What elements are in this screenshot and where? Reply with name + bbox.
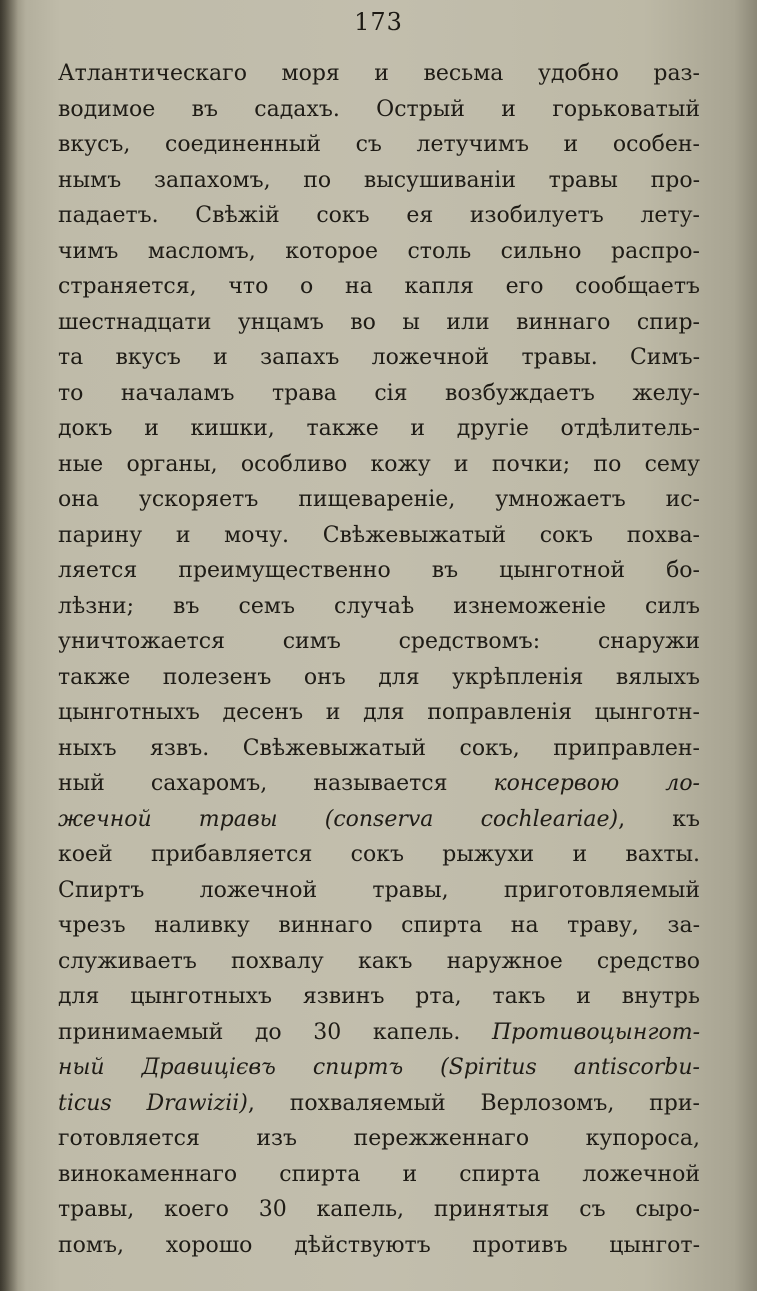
- text-segment: , къ: [618, 806, 700, 832]
- text-segment: водимое въ садахъ. Острый и горьковатый: [58, 96, 700, 122]
- text-segment: вкусъ, соединенный съ летучимъ и особен-: [58, 132, 700, 157]
- text-segment: ный сахаромъ, называется: [58, 771, 494, 796]
- spine-shadow: [0, 0, 18, 1291]
- text-line: [58, 305, 700, 341]
- text-line: [58, 1086, 700, 1122]
- text-segment: готовляется изъ пережженнаго купороса,: [58, 1126, 700, 1151]
- text-line: [58, 553, 700, 589]
- text-segment: коей прибавляется сокъ рыжухи и вахты.: [58, 842, 700, 867]
- text-line: [58, 908, 700, 944]
- text-line: [58, 340, 700, 376]
- text-segment: помъ, хорошо дѣйствуютъ противъ цынгот-: [58, 1232, 700, 1258]
- text-segment: Атлантическаго моря и весьма удобно раз-: [58, 61, 700, 86]
- text-segment: нымъ запахомъ, по высушиваніи травы про-: [58, 167, 700, 193]
- text-segment: она ускоряетъ пищевареніе, умножаетъ ис-: [58, 487, 700, 512]
- italic-text-segment: ticus Drawizii): [58, 1090, 248, 1116]
- text-line: [58, 695, 700, 731]
- text-segment: докъ и кишки, также и другіе отдѣлитель-: [58, 416, 700, 441]
- text-segment: принимаемый до 30 капель.: [58, 1019, 492, 1045]
- text-line: [58, 411, 700, 447]
- text-line: [58, 127, 700, 163]
- text-segment: та вкусъ и запахъ ложечной травы. Симъ-: [58, 345, 700, 370]
- text-segment: для цынготныхъ язвинъ рта, такъ и внутрь: [58, 984, 700, 1009]
- text-segment: то началамъ трава сія возбуждаетъ желу-: [58, 380, 700, 406]
- page-number: 173: [354, 8, 403, 36]
- text-line: [58, 873, 700, 909]
- italic-text-segment: жечной травы (conserva cochleariae): [58, 806, 619, 832]
- text-line: [58, 1192, 700, 1228]
- text-segment: уничтожается симъ средствомъ: снаружи: [58, 629, 700, 654]
- text-line: [58, 92, 700, 128]
- text-segment: травы, коего 30 капель, принятыя съ сыро-: [58, 1197, 700, 1222]
- text-segment: , похваляемый Верлозомъ, при-: [247, 1090, 700, 1116]
- text-line: [58, 589, 700, 625]
- text-segment: лѣзни; въ семъ случаѣ изнеможеніе силъ: [58, 593, 700, 619]
- text-line: [58, 1015, 700, 1051]
- text-segment: парину и мочу. Свѣжевыжатый сокъ похва-: [58, 522, 700, 548]
- text-line: [58, 979, 700, 1015]
- italic-text-segment: консервою ло-: [493, 771, 700, 796]
- text-line: [58, 56, 700, 92]
- text-line: [58, 269, 700, 305]
- text-line: [58, 944, 700, 980]
- italic-text-segment: ный Дравицієвъ спиртъ (Spiritus antiscorbu-: [58, 1055, 700, 1080]
- text-line: [58, 198, 700, 234]
- text-line: [58, 163, 700, 199]
- text-line: [58, 376, 700, 412]
- text-line: [58, 1121, 700, 1157]
- text-segment: шестнадцати унцамъ во ы или виннаго спир-: [58, 309, 700, 335]
- text-segment: страняется, что о на капля его сообщаетъ: [58, 274, 700, 299]
- text-line: [58, 1050, 700, 1086]
- text-segment: падаетъ. Свѣжій сокъ ея изобилуетъ лету-: [58, 203, 700, 228]
- text-segment: служиваетъ похвалу какъ наружное средство: [58, 948, 700, 974]
- text-line: [58, 660, 700, 696]
- text-segment: винокаменнаго спирта и спирта ложечной: [58, 1161, 700, 1187]
- text-line: [58, 518, 700, 554]
- italic-text-segment: Противоцынгот-: [491, 1019, 700, 1045]
- text-line: [58, 1228, 700, 1264]
- text-segment: также полезенъ онъ для укрѣпленія вялыхъ: [58, 664, 700, 690]
- text-line: [58, 624, 700, 660]
- text-segment: цынготныхъ десенъ и для поправленія цынготн-: [58, 700, 700, 725]
- body-text: [58, 56, 700, 1263]
- text-line: [58, 837, 700, 873]
- text-line: [58, 447, 700, 483]
- text-segment: чимъ масломъ, которое столь сильно распро-: [58, 238, 700, 264]
- text-line: [58, 482, 700, 518]
- text-segment: чрезъ наливку виннаго спирта на траву, за-: [58, 913, 700, 938]
- text-segment: ляется преимущественно въ цынготной бо-: [58, 558, 700, 583]
- text-line: [58, 234, 700, 270]
- text-segment: ные органы, особливо кожу и почки; по сему: [58, 451, 700, 477]
- text-line: [58, 1157, 700, 1193]
- text-line: [58, 731, 700, 767]
- text-segment: ныхъ язвъ. Свѣжевыжатый сокъ, приправлен-: [58, 735, 700, 761]
- text-line: [58, 766, 700, 802]
- text-segment: Спиртъ ложечной травы, приготовляемый: [58, 877, 700, 903]
- text-line: [58, 802, 700, 838]
